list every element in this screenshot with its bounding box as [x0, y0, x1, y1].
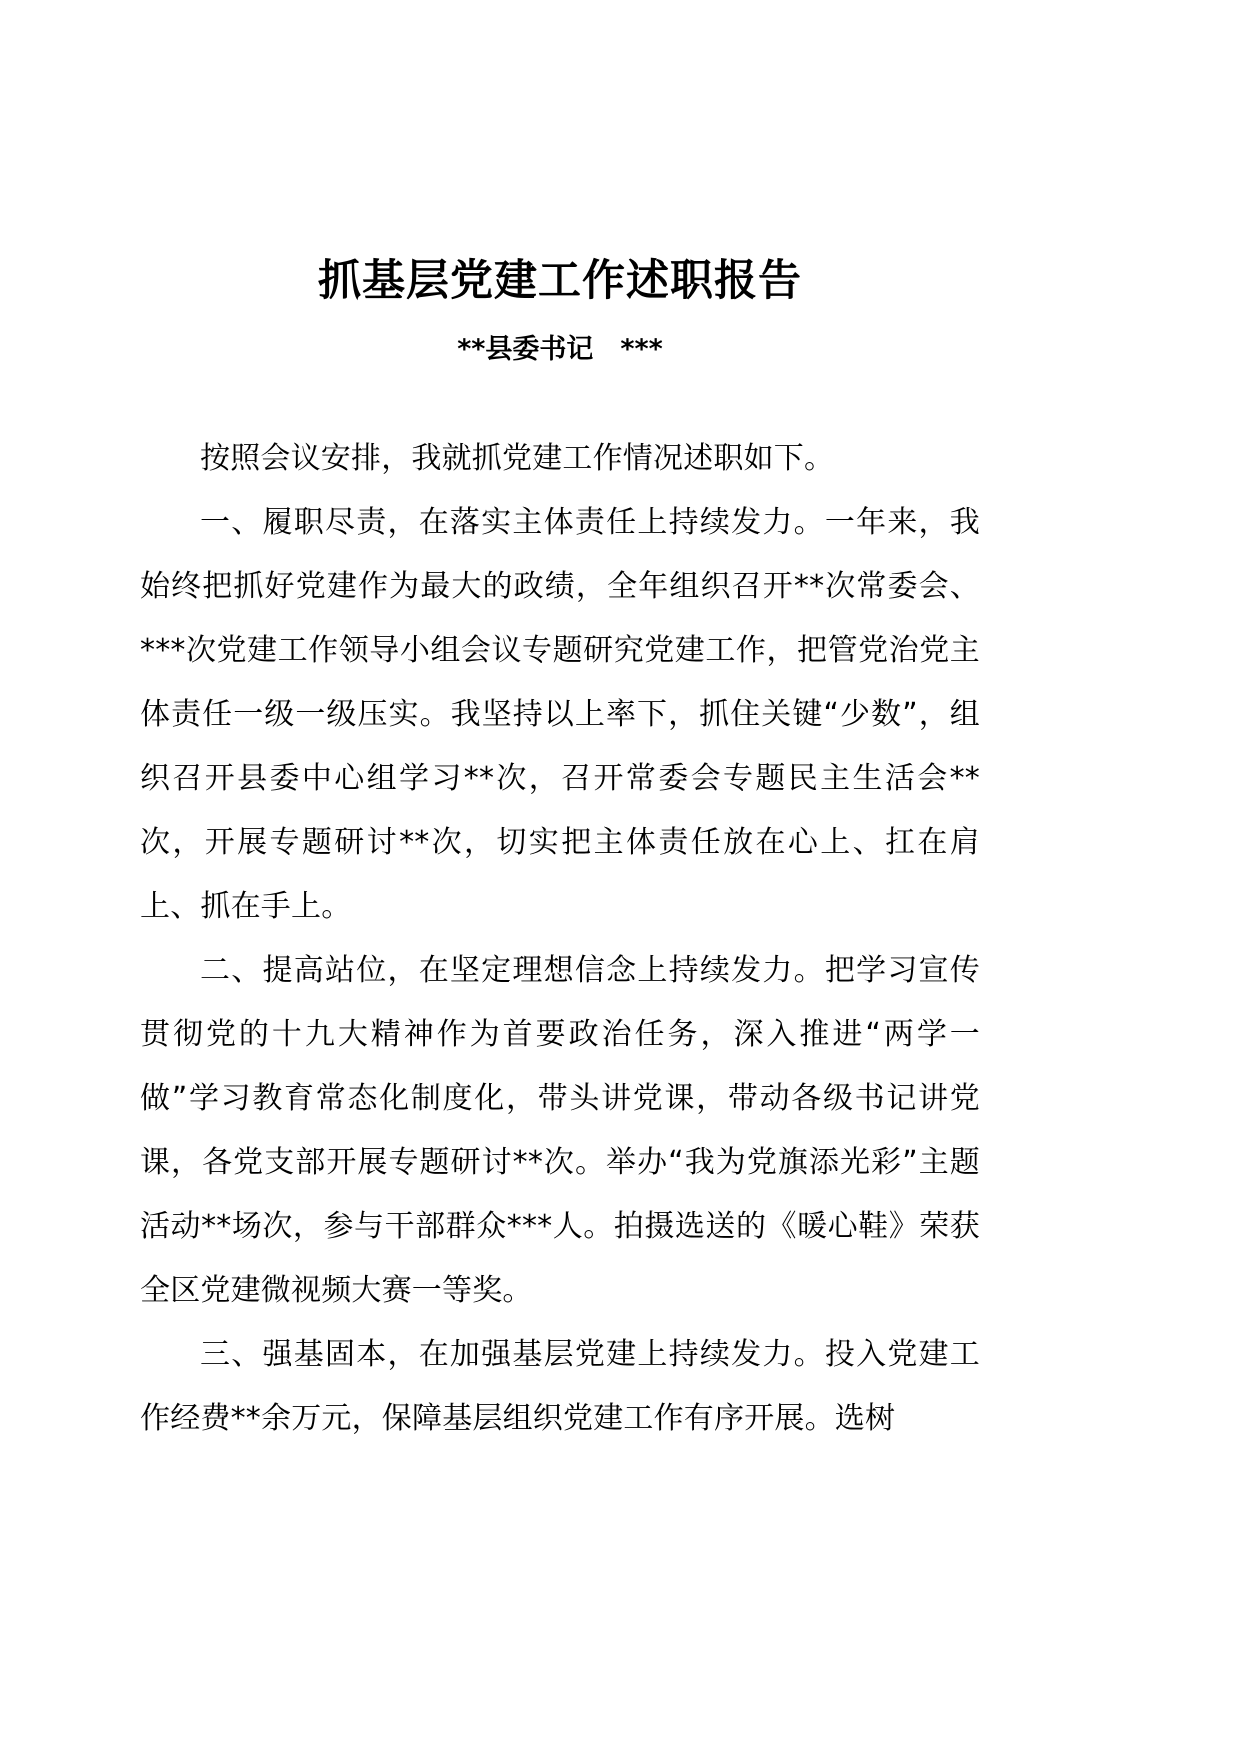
paragraph-intro: 按照会议安排，我就抓党建工作情况述职如下。	[200, 441, 835, 477]
document-content	[140, 0, 980, 1451]
paragraph-section-three: 三、强基固本，在加强基层党建上持续发力。投入党建工作经费**余万元，保障基层组织党建工作有序开展。选树	[140, 1337, 980, 1437]
document-subtitle: **县委书记 ***	[457, 334, 663, 366]
paragraph-section-two: 二、提高站位，在坚定理想信念上持续发力。把学习宣传贯彻党的十九大精神作为首要政治任务，深入推进“两学一做”学习教育常态化制度化，带头讲党课，带动各级书记讲党课，各党支部开展专题研讨**次。举办“我为党旗添光彩”主题活动**场次，参与干部群众***人。拍摄选送的《暖心鞋》荣获全区党建微视频大赛一等奖。	[140, 953, 980, 1309]
document-body	[140, 371, 980, 1451]
paragraph-section-one: 一、履职尽责，在落实主体责任上持续发力。一年来，我始终把抓好党建作为最大的政绩，全年组织召开**次常委会、***次党建工作领导小组会议专题研究党建工作，把管党治党主体责任一级一级压实。我坚持以上率下，抓住关键“少数”，组织召开县委中心组学习**次，召开常委会专题民主生活会**次，开展专题研讨**次，切实把主体责任放在心上、扛在肩上、抓在手上。	[140, 505, 980, 925]
page-title: 抓基层党建工作述职报告	[318, 256, 802, 306]
